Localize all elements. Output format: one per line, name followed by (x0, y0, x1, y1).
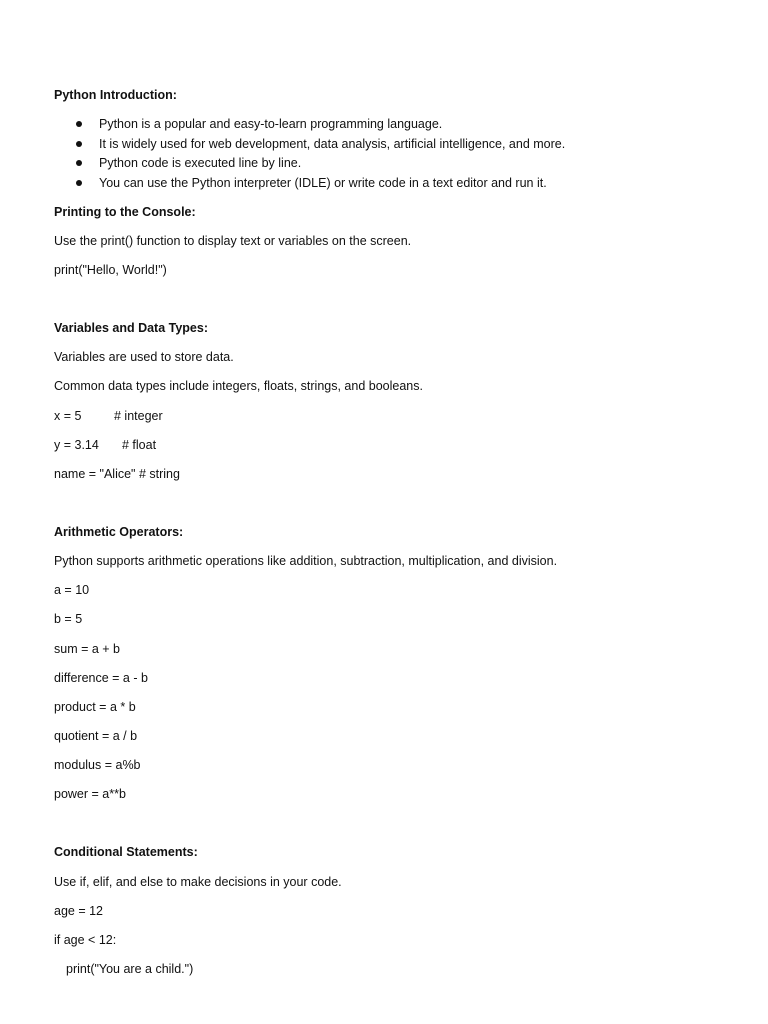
list-item: You can use the Python interpreter (IDLE) or write code in a text editor and run it. (54, 176, 565, 196)
variables-text: Common data types include integers, floats, strings, and booleans. (54, 379, 423, 393)
code-line: b = 5 (54, 612, 83, 626)
variables-text: Variables are used to store data. (54, 350, 234, 364)
bullet-icon (76, 160, 82, 166)
heading-variables: Variables and Data Types: (54, 321, 208, 335)
code-line: modulus = a%b (54, 758, 141, 772)
code-line: sum = a + b (54, 642, 121, 656)
arithmetic-text: Python supports arithmetic operations like addition, subtraction, multiplication, and division. (54, 554, 558, 568)
code-line: y = 3.14 # float (54, 438, 157, 452)
code-line: if age < 12: (54, 933, 117, 947)
list-item: Python is a popular and easy-to-learn programming language. (54, 117, 565, 137)
code-line: name = "Alice" # string (54, 467, 180, 481)
code-line: difference = a - b (54, 671, 148, 685)
heading-python-introduction: Python Introduction: (54, 88, 177, 102)
code-line: product = a * b (54, 700, 136, 714)
code-line: x = 5 # integer (54, 409, 163, 423)
conditionals-text: Use if, elif, and else to make decisions in your code. (54, 875, 342, 889)
printing-text: Use the print() function to display text or variables on the screen. (54, 234, 412, 248)
code-line: age = 12 (54, 904, 104, 918)
code-line: a = 10 (54, 583, 90, 597)
intro-bullet-list (54, 117, 565, 195)
bullet-icon (76, 121, 82, 127)
heading-conditionals: Conditional Statements: (54, 845, 198, 859)
code-line: print("Hello, World!") (54, 263, 167, 277)
code-line: quotient = a / b (54, 729, 138, 743)
code-line: print("You are a child.") (66, 962, 194, 976)
bullet-icon (76, 141, 82, 147)
bullet-icon (76, 180, 82, 186)
code-line: power = a**b (54, 787, 126, 801)
list-item: It is widely used for web development, data analysis, artificial intelligence, and more. (54, 137, 565, 157)
heading-arithmetic: Arithmetic Operators: (54, 525, 184, 539)
heading-printing: Printing to the Console: (54, 205, 196, 219)
list-item: Python code is executed line by line. (54, 156, 565, 176)
